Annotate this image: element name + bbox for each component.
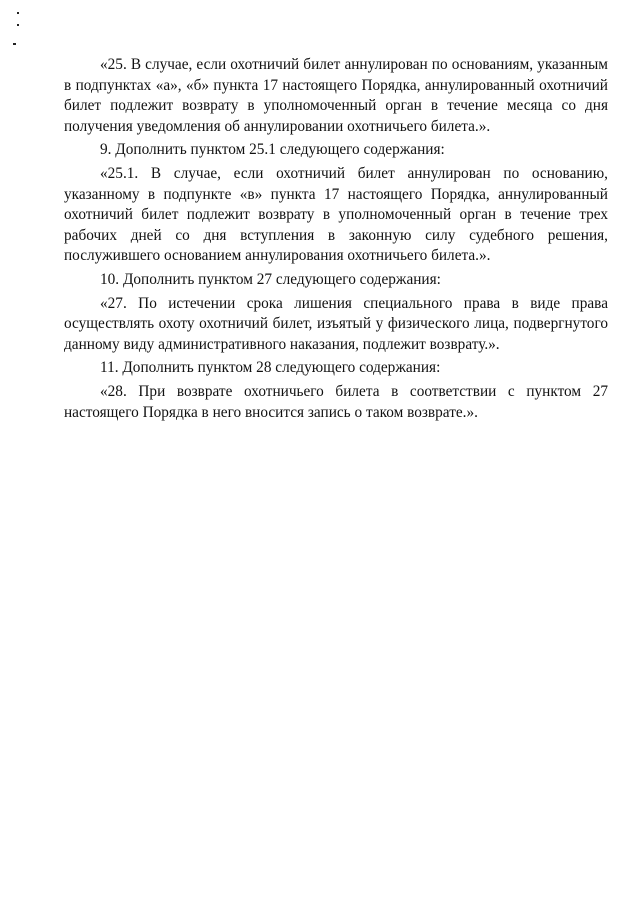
document-body [64,55,608,426]
amendment-item-11: 11. Дополнить пунктом 28 следующего содержания: [100,359,441,377]
scan-speck [17,12,19,14]
paragraph-item-27: «27. По истечении срока лишения специального права в виде права осуществлять охоту охотничий билет, изъятый у физического лица, подвергнутого данному виду административного наказания, подлежит возврату.». [64,294,608,353]
scan-speck [17,24,19,26]
paragraph-item-25: «25. В случае, если охотничий билет аннулирован по основаниям, указанным в подпунктах «а», «б» пункта 17 настоящего Порядка, аннулированный охотничий билет подлежит возврату в уполномоченный орган в течение месяца со дня получения уведомления об аннулировании охотничьего билета.». [64,56,608,135]
amendment-item-9: 9. Дополнить пунктом 25.1 следующего содержания: [100,141,445,159]
amendment-item-10: 10. Дополнить пунктом 27 следующего содержания: [100,270,441,288]
paragraph-item-25-1: «25.1. В случае, если охотничий билет аннулирован по основанию, указанному в подпункте «в» пункта 17 настоящего Порядка, аннулированный охотничий билет подлежит возврату в уполномоченный орган в течение трех рабочих дней со дня вступления в законную силу судебного решения, послужившего основанием аннулирования охотничьего билета.». [64,164,608,265]
scan-speck [13,43,16,45]
paragraph-item-28: «28. При возврате охотничьего билета в соответствии с пунктом 27 настоящего Порядка в него вносится запись о таком возврате.». [64,382,608,421]
